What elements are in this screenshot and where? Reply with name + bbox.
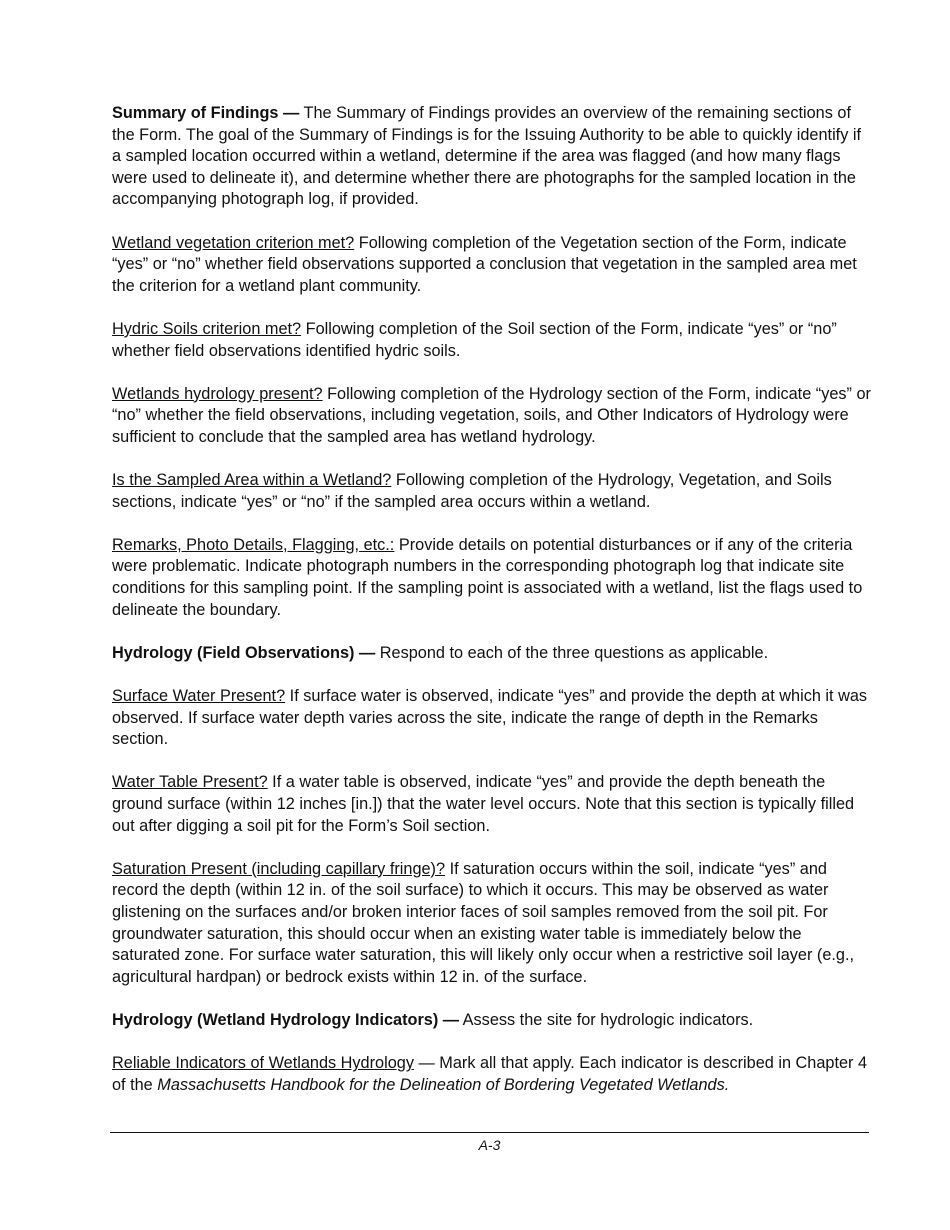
paragraph-text: Respond to each of the three questions as applicable. xyxy=(375,643,769,662)
paragraph-text: Provide details on potential disturbances or if any of the criteria were problematic. Indicate photograph numbers in the corresponding photograph log that indicate site conditions for this sampling point. If the sampling point is associated with a wetland, list the flags used to delineate the boundary. xyxy=(112,535,863,619)
sampled-area-paragraph xyxy=(112,470,872,513)
subsection-heading: Wetlands hydrology present? xyxy=(112,384,323,403)
paragraph-text: Following completion of the Vegetation section of the Form, indicate “yes” or “no” whether field observations supported a conclusion that vegetation in the sampled area met the criterion for a wetland plant community. xyxy=(112,233,857,295)
hydrology-field-observations-paragraph xyxy=(112,643,872,665)
section-heading: Hydrology (Wetland Hydrology Indicators) — xyxy=(112,1010,460,1029)
paragraph-text: If a water table is observed, indicate “yes” and provide the depth beneath the ground surface (within 12 inches [in.]) that the water level occurs. Note that this section is typically filled out after digging a soil pit for the Form’s Soil section. xyxy=(112,773,855,835)
paragraph-text: Assess the site for hydrologic indicators. xyxy=(459,1010,754,1029)
footer-divider xyxy=(110,1132,869,1133)
subsection-heading: Surface Water Present? xyxy=(112,687,286,706)
paragraph-text: If surface water is observed, indicate “yes” and provide the depth at which it was observed. If surface water depth varies across the site, indicate the range of depth in the Remarks section. xyxy=(112,687,868,749)
wetlands-hydrology-paragraph xyxy=(112,384,872,449)
subsection-heading: Hydric Soils criterion met? xyxy=(112,319,302,338)
paragraph-text: If saturation occurs within the soil, indicate “yes” and record the depth (within 12 in. of the soil surface) to which it occurs. This may be observed as water glistening on the surfaces and/or broken interior faces of soil samples removed from the soil pit. For groundwater saturation, this should occur when an existing water table is immediately below the saturated zone. For surface water saturation, this will likely only occur when a restrictive soil layer (e.g., agricultural hardpan) or bedrock exists within 12 in. of the surface. xyxy=(112,859,855,986)
water-table-paragraph xyxy=(112,772,872,837)
paragraph-text: Following completion of the Hydrology section of the Form, indicate “yes” or “no” whether the field observations, including vegetation, soils, and Other Indicators of Hydrology were sufficient to conclude that the sampled area has wetland hydrology. xyxy=(112,384,871,446)
subsection-heading: Saturation Present (including capillary fringe)? xyxy=(112,859,446,878)
section-heading: Summary of Findings — xyxy=(112,104,300,122)
remarks-paragraph xyxy=(112,535,872,621)
document-body xyxy=(112,103,872,1118)
wetland-vegetation-paragraph xyxy=(112,233,872,298)
hydric-soils-paragraph xyxy=(112,319,872,362)
subsection-heading: Water Table Present? xyxy=(112,773,268,792)
reliable-indicators-paragraph xyxy=(112,1053,872,1096)
paragraph-text: The Summary of Findings provides an overview of the remaining sections of the Form. The goal of the Summary of Findings is for the Issuing Authority to be able to quickly identify if a sampled location occurred within a wetland, determine if the area was flagged (and how many flags were used to delineate it), and determine whether there are photographs for the sampled location in the accompanying photograph log, if provided. xyxy=(112,104,862,209)
hydrology-indicators-paragraph xyxy=(112,1010,872,1032)
handbook-title: Massachusetts Handbook for the Delineation of Bordering Vegetated Wetlands. xyxy=(157,1075,730,1094)
page-number: A-3 xyxy=(478,1137,501,1153)
subsection-heading: Wetland vegetation criterion met? xyxy=(112,233,355,252)
section-heading: Hydrology (Field Observations) — xyxy=(112,643,376,662)
paragraph-text: Following completion of the Hydrology, Vegetation, and Soils sections, indicate “yes” or “no” if the sampled area occurs within a wetland. xyxy=(112,471,832,511)
surface-water-paragraph xyxy=(112,686,872,751)
subsection-heading: Remarks, Photo Details, Flagging, etc.: xyxy=(112,535,395,554)
subsection-heading: Reliable Indicators of Wetlands Hydrology xyxy=(112,1054,414,1073)
paragraph-text: Following completion of the Soil section of the Form, indicate “yes” or “no” whether field observations identified hydric soils. xyxy=(112,319,837,360)
paragraph-text: — Mark all that apply. Each indicator is described in Chapter 4 of the xyxy=(112,1054,868,1094)
subsection-heading: Is the Sampled Area within a Wetland? xyxy=(112,471,392,490)
saturation-paragraph xyxy=(112,859,872,989)
summary-of-findings-paragraph xyxy=(112,103,872,211)
